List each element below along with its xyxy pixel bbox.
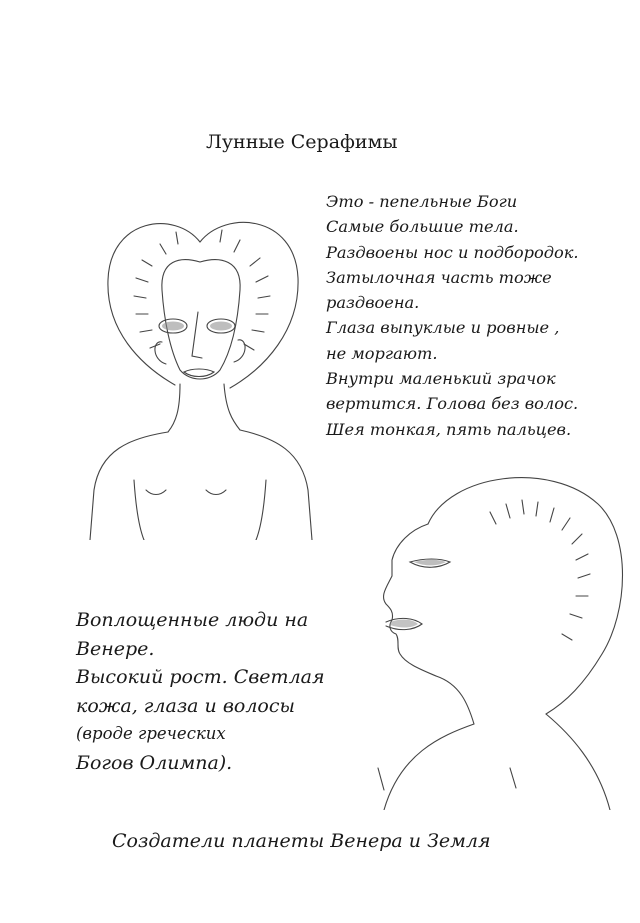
text-line: Раздвоены нос и подбородок.	[326, 242, 579, 262]
text-line: не моргают.	[326, 343, 438, 363]
text-line: Высокий рост. Светлая	[76, 666, 325, 689]
venusian-profile-illustration	[370, 464, 630, 810]
text-line: Затылочная часть тоже	[326, 267, 552, 287]
description-lunar-seraphim	[326, 189, 579, 442]
text-line: Самые большие тела.	[326, 217, 519, 237]
footer-caption: Создатели планеты Венера и Земля	[112, 830, 491, 852]
text-line: кожа, глаза и волосы	[76, 694, 295, 717]
text-line: Шея тонкая, пять пальцев.	[326, 419, 572, 439]
text-line: Это - пепельные Боги	[326, 192, 518, 211]
description-venus-people	[76, 606, 325, 778]
seraph-front-illustration	[80, 200, 320, 540]
text-line: Воплощенные люди на	[76, 609, 309, 631]
text-line: Глаза выпуклые и ровные ,	[326, 318, 560, 338]
text-line: Венере.	[76, 637, 155, 660]
text-line: вертится. Голова без волос.	[326, 394, 579, 414]
text-line: раздвоена.	[326, 293, 420, 313]
text-line: Внутри маленький зрачок	[326, 369, 556, 389]
page-title: Лунные Серафимы	[206, 131, 398, 153]
text-line: (вроде греческих	[76, 724, 226, 744]
text-line: Богов Олимпа).	[76, 751, 233, 774]
